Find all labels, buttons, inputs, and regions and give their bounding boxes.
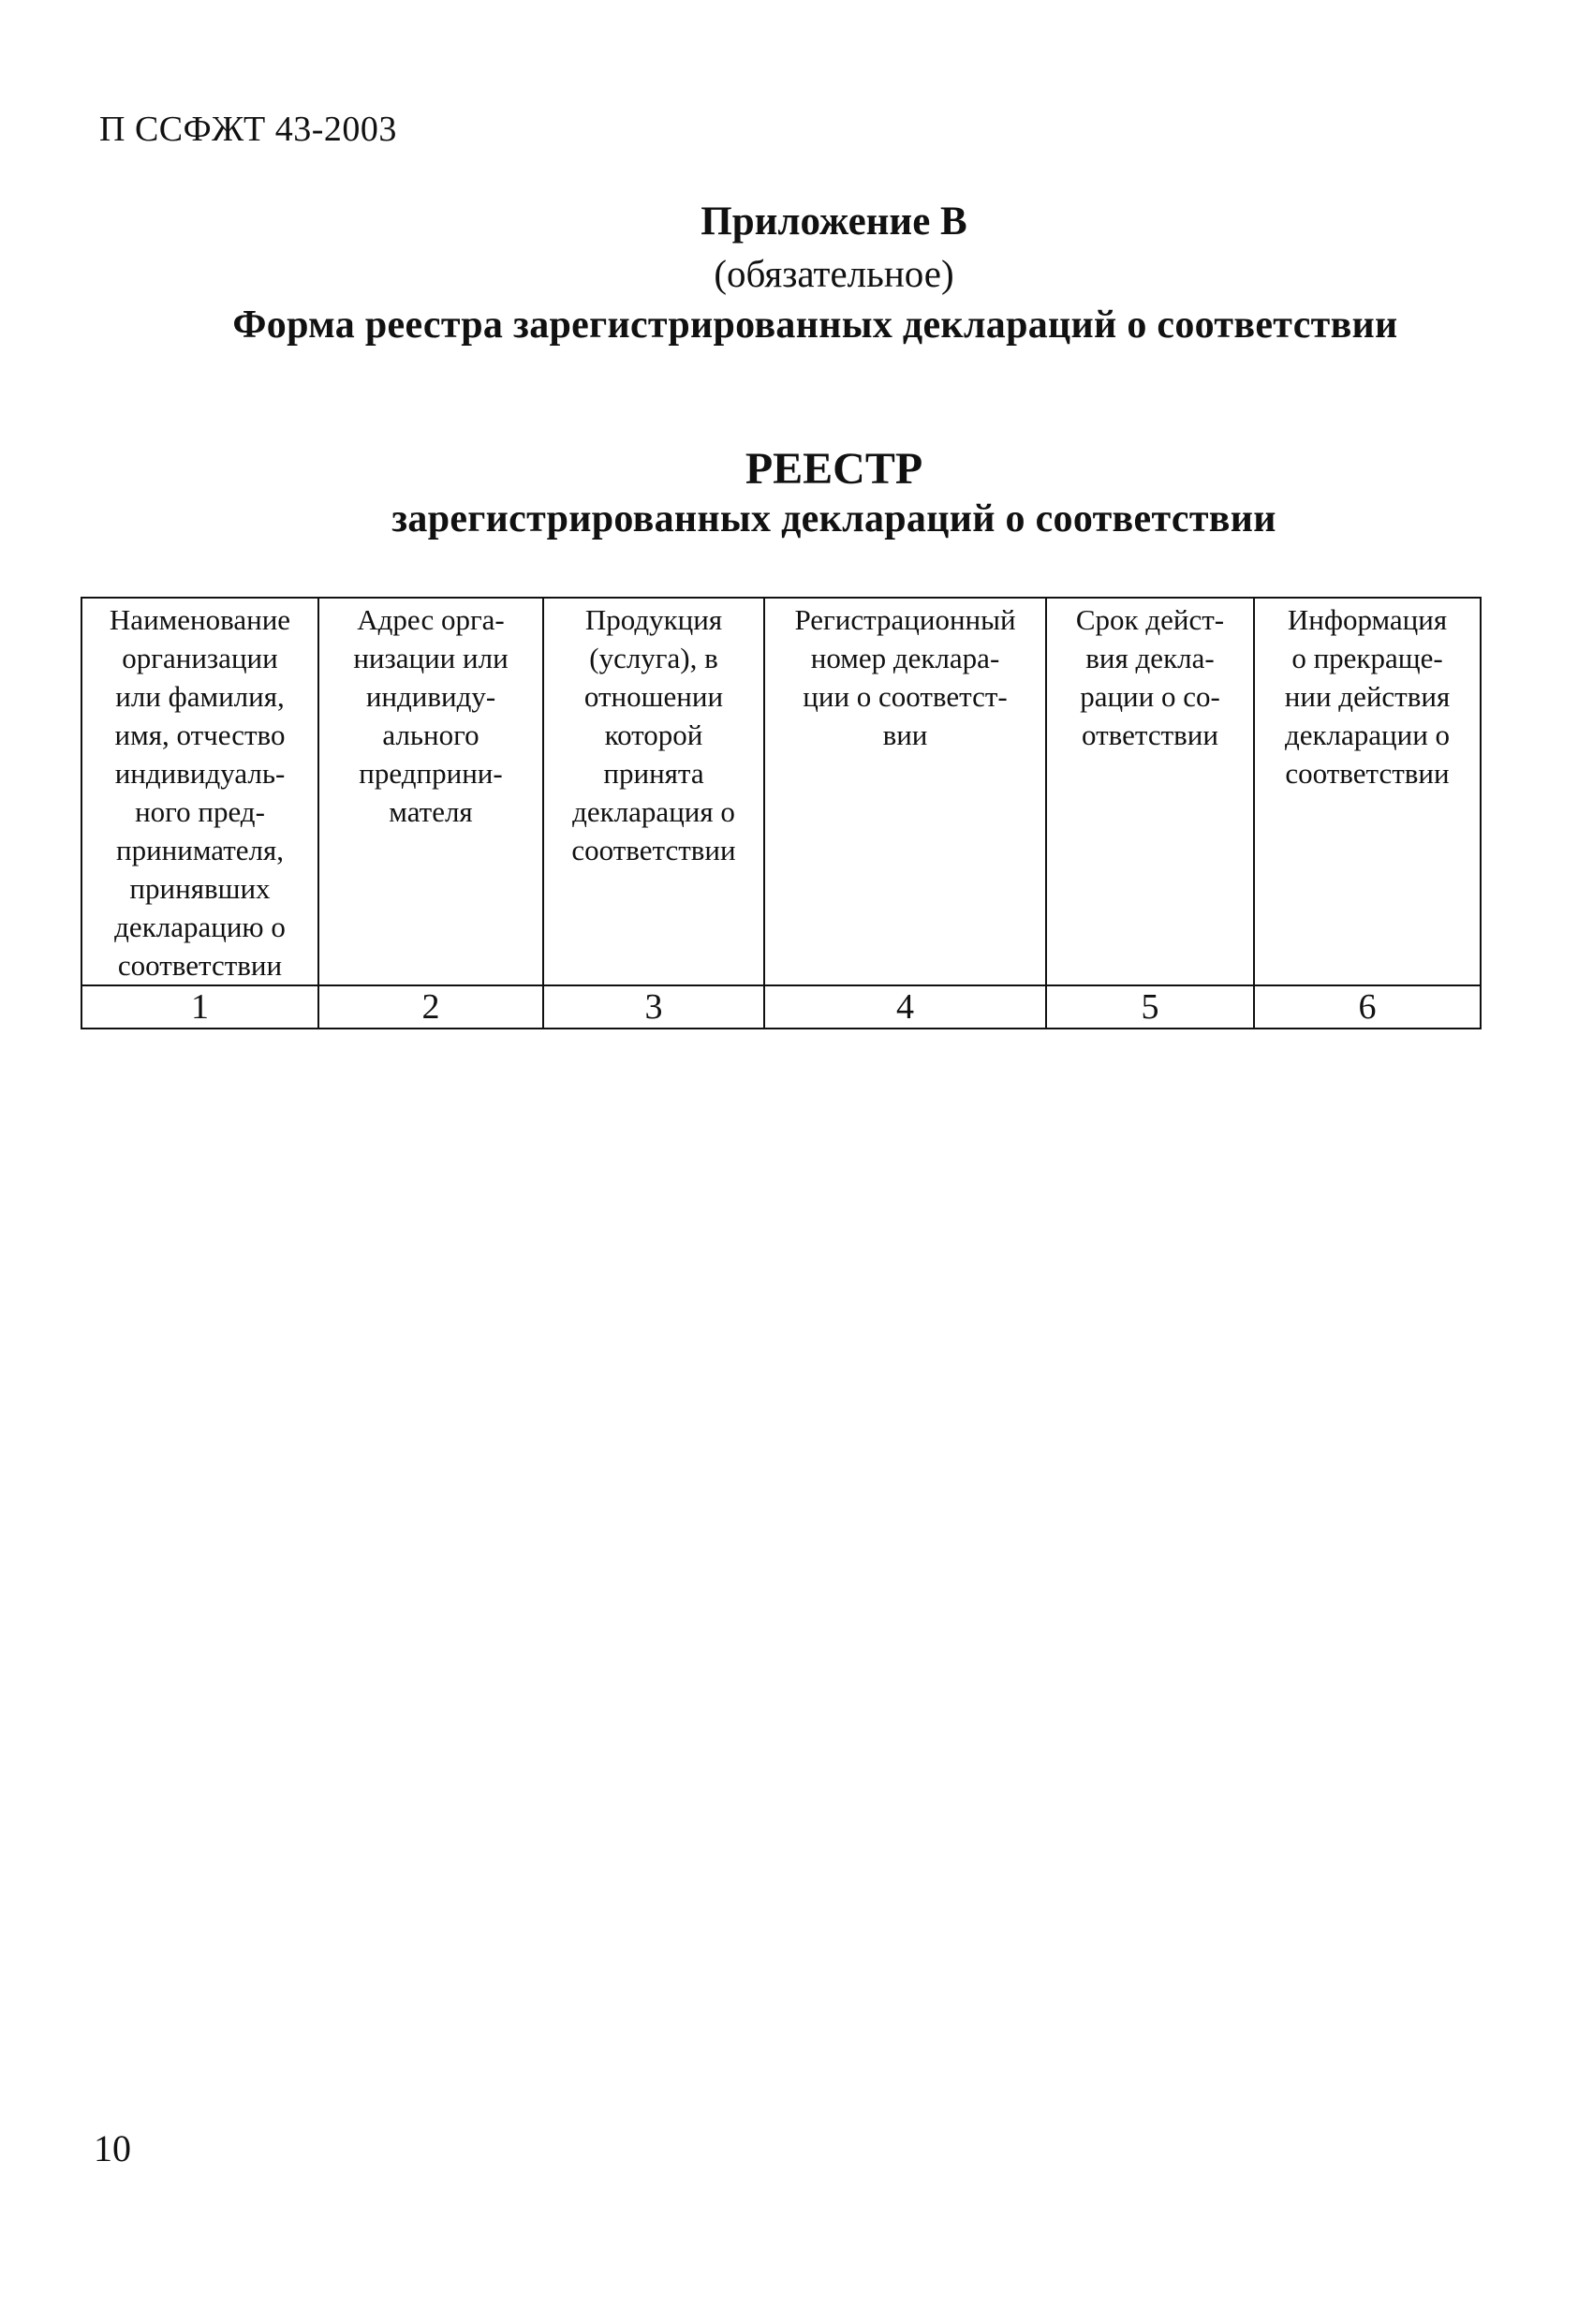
column-header-registration-number: Регистрационный номер деклара- ции о соответст- вии	[764, 598, 1046, 985]
column-header-product: Продукция (услуга), в отношении которой принята декларация о соответствии	[543, 598, 764, 985]
document-code: П ССФЖТ 43-2003	[99, 110, 397, 149]
registry-title: РЕЕСТР	[745, 444, 923, 494]
column-number: 3	[543, 985, 764, 1029]
table-number-row	[81, 985, 1481, 1029]
column-header-termination-info: Информация о прекраще- нии действия декларации о соответствии	[1254, 598, 1481, 985]
appendix-note: (обязательное)	[714, 252, 954, 295]
registry-table	[81, 597, 1482, 1029]
column-number: 6	[1254, 985, 1481, 1029]
column-number: 4	[764, 985, 1046, 1029]
appendix-title: Приложение В	[701, 200, 967, 244]
column-header-organization: Наименование организации или фамилия, имя, отчество индивидуаль- ного пред- принимателя, принявших декларацию о соответствии	[81, 598, 318, 985]
table-header-row	[81, 598, 1481, 985]
column-header-address: Адрес орга- низации или индивиду- ального предприни- мателя	[318, 598, 543, 985]
registry-subtitle: зарегистрированных деклараций о соответствии	[391, 497, 1276, 540]
column-number: 2	[318, 985, 543, 1029]
appendix-heading: Форма реестра зарегистрированных деклараций о соответствии	[232, 303, 1398, 347]
column-number: 5	[1046, 985, 1254, 1029]
page-number: 10	[94, 2127, 131, 2169]
column-number: 1	[81, 985, 318, 1029]
column-header-validity-period: Срок дейст- вия декла- рации о со- ответствии	[1046, 598, 1254, 985]
